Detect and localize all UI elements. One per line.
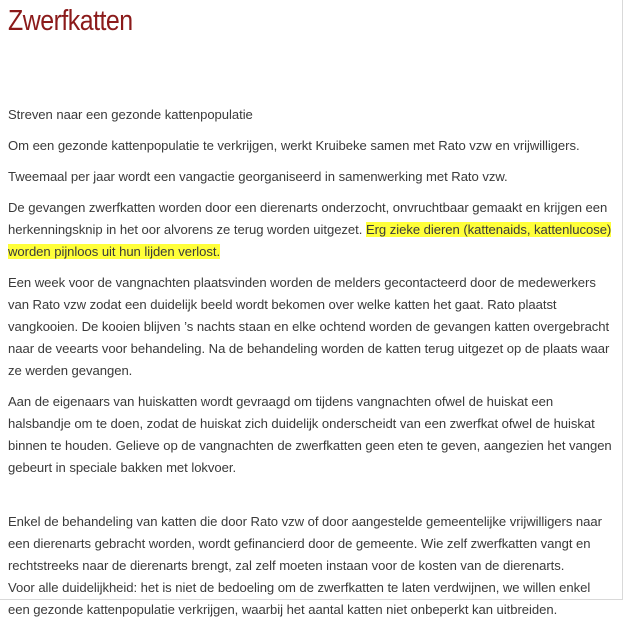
page-title: Zwerfkatten	[8, 5, 133, 37]
paragraph-financing: Enkel de behandeling van katten die door Rato vzw of door aangestelde gemeentelijke vrijwilligers naar een dierenarts gebracht worden, wordt gefinancierd door de gemeente. Wie zelf zwerfkatten vangt en rechtstreeks naar de dierenarts brengt, zal zelf moeten instaan voor de kosten van de dierenarts.	[8, 514, 602, 573]
treatment-text: De gevangen zwerfkatten worden door een dierenarts onderzocht, onvruchtbaar gemaakt en krijgen een herkenningsknip in het oor alvorens ze terug worden uitgezet.	[8, 200, 608, 237]
intro-heading: Streven naar een gezonde kattenpopulatie	[8, 107, 253, 122]
paragraph-treatment	[8, 197, 613, 263]
article-body	[8, 104, 613, 621]
paragraph-procedure: Een week voor de vangnachten plaatsvinden worden de melders gecontacteerd door de medewerkers van Rato vzw zodat een duidelijk beeld wordt bekomen over welke katten het gaat. Rato plaatst vangkooien. De kooien blijven ’s nachts staan en elke ochtend worden de gevangen katten overgebracht naar de veearts voor behandeling. Na de behandeling worden de katten terug uitgezet op de plaats waar ze werden gevangen.	[8, 275, 610, 378]
paragraph-cooperation: Om een gezonde kattenpopulatie te verkrijgen, werkt Kruibeke samen met Rato vzw en vrijwilligers.	[8, 138, 580, 153]
paragraph-clarification: Voor alle duidelijkheid: het is niet de bedoeling om de zwerfkatten te laten verdwijnen, we willen enkel een gezonde kattenpopulatie verkrijgen, waarbij het aantal katten niet onbeperkt kan uitbreiden.	[8, 580, 591, 617]
paragraph-pet-owners: Aan de eigenaars van huiskatten wordt gevraagd om tijdens vangnachten ofwel de huiskat een halsbandje om te doen, zodat de huiskat zich duidelijk onderscheidt van een zwerfkat ofwel de huiskat binnen te houden. Gelieve op de vangnachten de zwerfkatten geen eten te geven, aangezien het vangen gebeurt in speciale bakken met lokvoer.	[8, 394, 612, 475]
paragraph-frequency: Tweemaal per jaar wordt een vangactie georganiseerd in samenwerking met Rato vzw.	[8, 169, 508, 184]
highlighted-text: Erg zieke dieren (kattenaids, kattenlucose) worden pijnloos uit hun lijden verlost.	[8, 222, 612, 259]
